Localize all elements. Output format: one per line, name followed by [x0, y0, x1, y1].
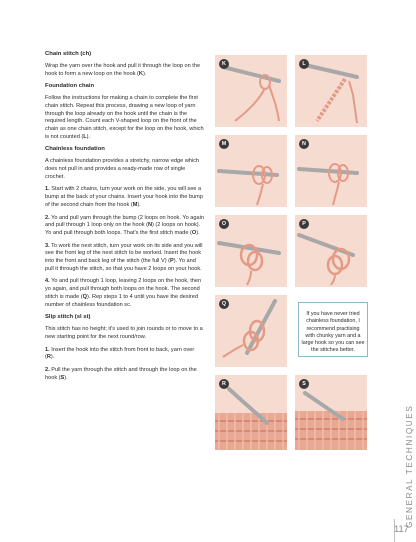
chainless-intro: A chainless foundation provides a stretchy, narrow edge which does not pull in and provides a ready-made row of single crochet. [45, 158, 200, 180]
chainless-step-2: 2. Yo and pull yarn through the bump (2 loops on hook. Yo again and pull through 1 loop only on the hook (N) (2 loops on hook). Yo and pull through both loops. That's the first stitch made (O). [45, 214, 204, 236]
photo-n [295, 135, 367, 207]
photo-s [295, 375, 367, 450]
photo-label-q: Q [219, 299, 229, 309]
photo-label-r: R [219, 379, 229, 389]
heading-slip-stitch: Slip stitch (sl st) [45, 314, 91, 321]
chainless-step-1: 1. Start with 2 chains, turn your work on the side, you will see a bump at the back of your chains. Insert your hook into the bump of the second chain from the hook (M). [45, 186, 203, 208]
foundation-chain-text: Follow the instructions for making a chain to complete the first chain stitch. Repeat this process, drawing a new loop of yarn through the loop already on the hook until the chain is the required length. Count each V-shaped loop on the front of the chain as one chain stitch, except for the loop on the hook, which is not counted (L). [45, 95, 204, 140]
chainless-step-3: 3. To work the next stitch, turn your work on its side and you will see the front leg of the next stitch to be worked. Insert the hook into the front and back leg of the stitch (the full V) (P). Yo and pull it through the stitch, so that you have 2 loops on your hook. [45, 242, 203, 272]
photo-label-o: O [219, 219, 229, 229]
page-number: 117 [394, 524, 409, 534]
slip-stitch-intro: This stitch has no height; it's used to join rounds or to move to a new starting point for the next round/row. [45, 326, 203, 340]
photo-label-l: L [299, 59, 309, 69]
photo-q [215, 295, 287, 367]
chain-stitch-text: Wrap the yarn over the hook and pull it through the loop on the hook to form a new loop on the hook (K). [45, 62, 201, 77]
heading-chainless-foundation: Chainless foundation [45, 146, 105, 153]
photo-label-k: K [219, 59, 229, 69]
photo-label-s: S [299, 379, 309, 389]
instructions-column [45, 51, 205, 387]
section-side-label: GENERAL TECHNIQUES [405, 404, 414, 528]
tip-box: If you have never tried chainless foundation, I recommend practising with chunky yarn and a large hook so you can see the stitches better. [298, 302, 368, 357]
chainless-step-4: 4. Yo and pull through 1 loop, leaving 2 loops on the hook, then yo again, and pull through both loops on the hook. The second stitch is made (Q). Rep steps 1 to 4 until you have the desired number of chainless foundation sc. [45, 278, 202, 308]
photo-label-n: N [299, 139, 309, 149]
photo-r [215, 375, 287, 450]
slip-step-2: 2. Pull the yarn through the stitch and through the loop on the hook (S). [45, 367, 197, 381]
slip-step-1: 1. Insert the hook into the stitch from front to back, yarn over (R). [45, 346, 195, 361]
photo-p [295, 215, 367, 287]
heading-chain-stitch: Chain stitch (ch) [45, 51, 92, 57]
photo-k [215, 55, 287, 127]
photo-label-p: P [299, 219, 309, 229]
photo-o [215, 215, 287, 287]
photo-m [215, 135, 287, 207]
photo-l [295, 55, 367, 127]
photo-label-m: M [219, 139, 229, 149]
heading-foundation-chain: Foundation chain [45, 83, 95, 90]
